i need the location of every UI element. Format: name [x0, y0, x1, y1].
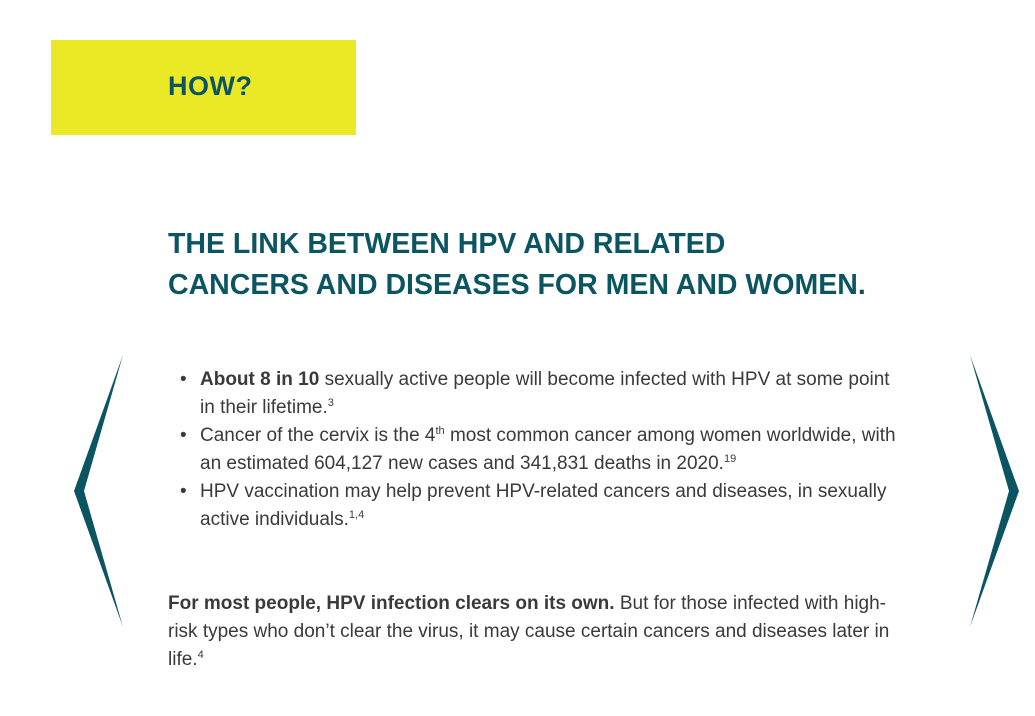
slide-heading-line-1: THE LINK BETWEEN HPV AND RELATED: [168, 228, 726, 260]
slide-heading-line-2: CANCERS AND DISEASES FOR MEN AND WOMEN.: [168, 269, 866, 301]
section-badge: [51, 40, 356, 135]
bullet-icon: •: [180, 369, 187, 390]
fact-highlight: About 8 in 10: [200, 369, 320, 390]
next-slide-button[interactable]: [968, 355, 1023, 627]
previous-slide-button[interactable]: [70, 355, 125, 627]
fact-text: sexually active people will become infected with HPV at some point in their lifetime.: [200, 369, 890, 418]
summary-highlight: For most people, HPV infection clears on its own.: [168, 593, 615, 614]
fact-text-start: Cancer of the cervix is the 4: [200, 425, 436, 446]
reference-marker: 3: [327, 397, 334, 409]
fact-list: [180, 366, 900, 534]
reference-marker: 4: [197, 649, 204, 661]
list-item: [180, 422, 900, 478]
chevron-right-icon: [968, 355, 1023, 627]
slide-heading: [168, 224, 1008, 306]
summary-paragraph: [168, 590, 908, 674]
bullet-icon: •: [180, 425, 187, 446]
summary-text: But for those infected with high-risk types who don’t clear the virus, it may cause certain cancers and diseases later in life.: [168, 593, 890, 670]
chevron-left-icon: [70, 355, 125, 627]
reference-marker: 19: [723, 453, 737, 465]
ordinal-suffix: th: [435, 425, 445, 437]
fact-text: HPV vaccination may help prevent HPV-related cancers and diseases, in sexually active individuals.: [200, 481, 887, 530]
bullet-icon: •: [180, 481, 187, 502]
section-badge-label: HOW?: [168, 71, 253, 101]
reference-marker: 1,4: [348, 509, 365, 521]
list-item: [180, 366, 900, 422]
fact-text-end: most common cancer among women worldwide, with an estimated 604,127 new cases and 341,831 deaths in 2020.: [200, 425, 896, 474]
list-item: [180, 478, 900, 534]
